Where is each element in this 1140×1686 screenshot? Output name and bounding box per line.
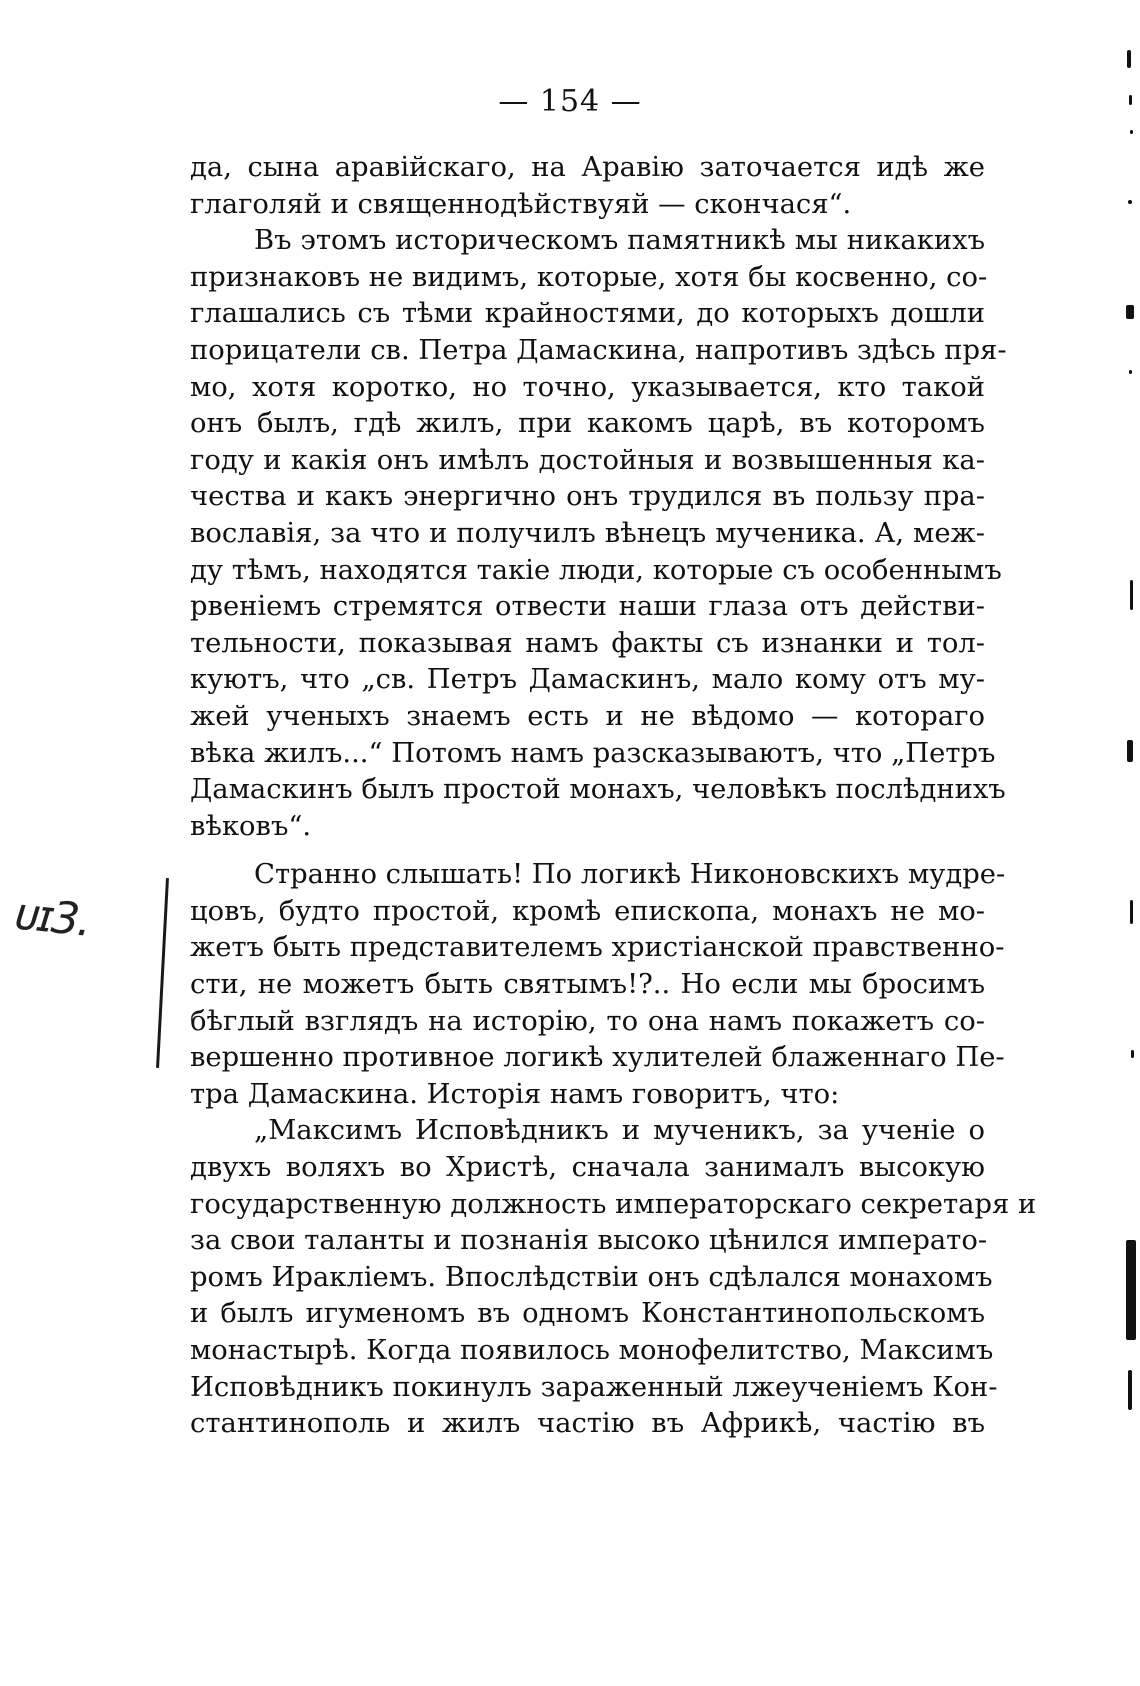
text-line: жей ученыхъ знаемъ есть и не вѣдомо — котораго (190, 700, 985, 732)
page-number: — 154 — (498, 84, 642, 119)
text-line: году и какія онъ имѣлъ достойныя и возвышенныя ка- (190, 444, 985, 476)
text-line: мо, хотя коротко, но точно, указывается, кто такой (190, 371, 985, 403)
scan-speck (1130, 580, 1133, 610)
paragraph-strange-to-hear (190, 857, 1006, 1113)
text-line: сти, не можетъ быть святымъ!?.. Но если мы бросимъ (190, 969, 985, 1001)
text-line: вѣковъ“. (190, 810, 312, 842)
paragraph-historical-monument (190, 223, 1007, 845)
scan-speck (1127, 50, 1131, 68)
text-line: рвеніемъ стремятся отвести наши глаза отъ действи- (190, 591, 985, 623)
scan-speck (1126, 1240, 1136, 1340)
text-line: Странно слышать! По логикѣ Никоновскихъ мудре- (254, 859, 1006, 891)
text-line: признаковъ не видимъ, которые, хотя бы косвенно, со- (190, 261, 988, 293)
text-line: вославія, за что и получилъ вѣнецъ мученика. А, меж- (190, 517, 985, 549)
scan-speck (1129, 95, 1132, 105)
text-line: „Максимъ Исповѣдникъ и мученикъ, за ученіе о (254, 1115, 985, 1147)
edge-scan-marks (1124, 40, 1140, 1560)
paragraph-continuation (190, 150, 985, 223)
scan-speck (1126, 305, 1134, 319)
scan-speck (1129, 370, 1132, 374)
scan-speck (1128, 200, 1132, 204)
scan-speck (1127, 740, 1133, 762)
text-line: ду тѣмъ, находятся такіе люди, которые съ особеннымъ (190, 554, 1002, 586)
text-line: двухъ воляхъ во Христѣ, сначала занималъ высокую (190, 1152, 985, 1184)
margin-handwritten-note: ᴜɪ3. (11, 888, 93, 947)
text-line: вершенно противное логикѣ хулителей блаженнаго Пе- (190, 1042, 1005, 1074)
text-line: порицатели св. Петра Дамаскина, напротивъ здѣсь пря- (190, 334, 1007, 366)
text-line: стантинополь и жилъ частію въ Африкѣ, частію въ (190, 1408, 985, 1440)
text-line: ромъ Ираклiемъ. Впослѣдствіи онъ сдѣлался монахомъ (190, 1261, 993, 1293)
text-line: Дамаскинъ былъ простой монахъ, человѣкъ послѣднихъ (190, 774, 1006, 806)
text-line: тра Дамаскина. Исторія намъ говоритъ, что: (190, 1078, 840, 1110)
text-line: вѣка жилъ...“ Потомъ намъ разсказываютъ, что „Петръ (190, 737, 996, 769)
scan-speck (1128, 1370, 1132, 1410)
scan-speck (1130, 130, 1133, 134)
body-text (190, 150, 1037, 1443)
text-line: бѣглый взглядъ на исторію, то она намъ покажетъ со- (190, 1005, 985, 1037)
scan-speck (1130, 900, 1133, 924)
text-line: цовъ, будто простой, кромѣ епископа, монахъ не мо- (190, 895, 985, 927)
text-line: куютъ, что „св. Петръ Дамаскинъ, мало кому отъ му- (190, 664, 985, 696)
text-line: и былъ игуменомъ въ одномъ Константинопольскомъ (190, 1298, 985, 1330)
text-line: Въ этомъ историческомъ памятникѣ мы никакихъ (254, 225, 985, 257)
text-line: чества и какъ энергично онъ трудился въ пользу пра- (190, 481, 985, 513)
text-line: онъ былъ, гдѣ жилъ, при какомъ царѣ, въ которомъ (190, 408, 985, 440)
text-line: монастырѣ. Когда появилось монофелитство, Максимъ (190, 1335, 994, 1366)
scan-speck (1131, 1050, 1134, 1058)
text-line: жетъ быть представителемъ христіанской правственно- (190, 932, 1005, 964)
text-line: государственную должность императорскаго секретаря и (190, 1188, 1037, 1220)
text-line: за свои таланты и познанія высоко цѣнился императо- (190, 1225, 988, 1257)
text-line: Исповѣдникъ покинулъ зараженный лжеученіемъ Кон- (190, 1371, 998, 1403)
margin-pencil-line (156, 878, 169, 1068)
text-line: глаголяй и священнодѣйствуяй — скончася“. (190, 188, 852, 220)
text-line: глашались съ тѣми крайностями, до которыхъ дошли (190, 298, 985, 330)
paragraph-maximus-confessor (190, 1113, 1037, 1442)
text-line: да, сына аравійскаго, на Аравію заточается идѣ же (190, 152, 985, 183)
text-line: тельности, показывая намъ факты съ изнанки и тол- (190, 627, 985, 659)
